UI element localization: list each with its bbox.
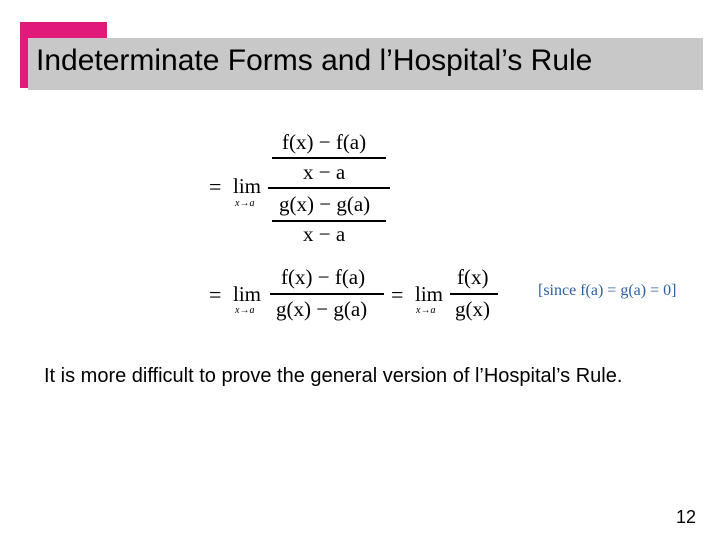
lim-subscript: x→a <box>235 305 255 316</box>
fraction-bar <box>450 293 498 295</box>
slide-title: Indeterminate Forms and l’Hospital’s Rule <box>36 44 593 77</box>
top-denominator: x − a <box>303 160 346 184</box>
body-text: It is more difficult to prove the general version of l’Hospital’s Rule. <box>44 365 623 387</box>
fraction-bar <box>270 293 384 295</box>
bottom-denominator: x − a <box>303 222 346 246</box>
lim-operator: lim <box>415 282 444 306</box>
lim-operator: lim <box>233 282 262 306</box>
denominator: g(x) <box>455 297 490 321</box>
lim-subscript: x→a <box>416 305 436 316</box>
equals-sign: = <box>391 282 404 307</box>
since-note: [since f(a) = g(a) = 0] <box>538 282 677 299</box>
denominator: g(x) − g(a) <box>276 297 368 321</box>
equals-sign: = <box>209 174 222 199</box>
main-fraction-bar <box>268 187 390 189</box>
numerator: f(x) <box>457 265 489 289</box>
top-numerator: f(x) − f(a) <box>282 130 367 154</box>
bottom-numerator: g(x) − g(a) <box>279 192 371 216</box>
equals-sign: = <box>209 282 222 307</box>
page-number: 12 <box>675 507 696 527</box>
lim-subscript: x→a <box>235 198 255 209</box>
lim-operator: lim <box>233 174 262 198</box>
inner-fraction-bar <box>272 157 386 159</box>
numerator: f(x) − f(a) <box>281 265 366 289</box>
